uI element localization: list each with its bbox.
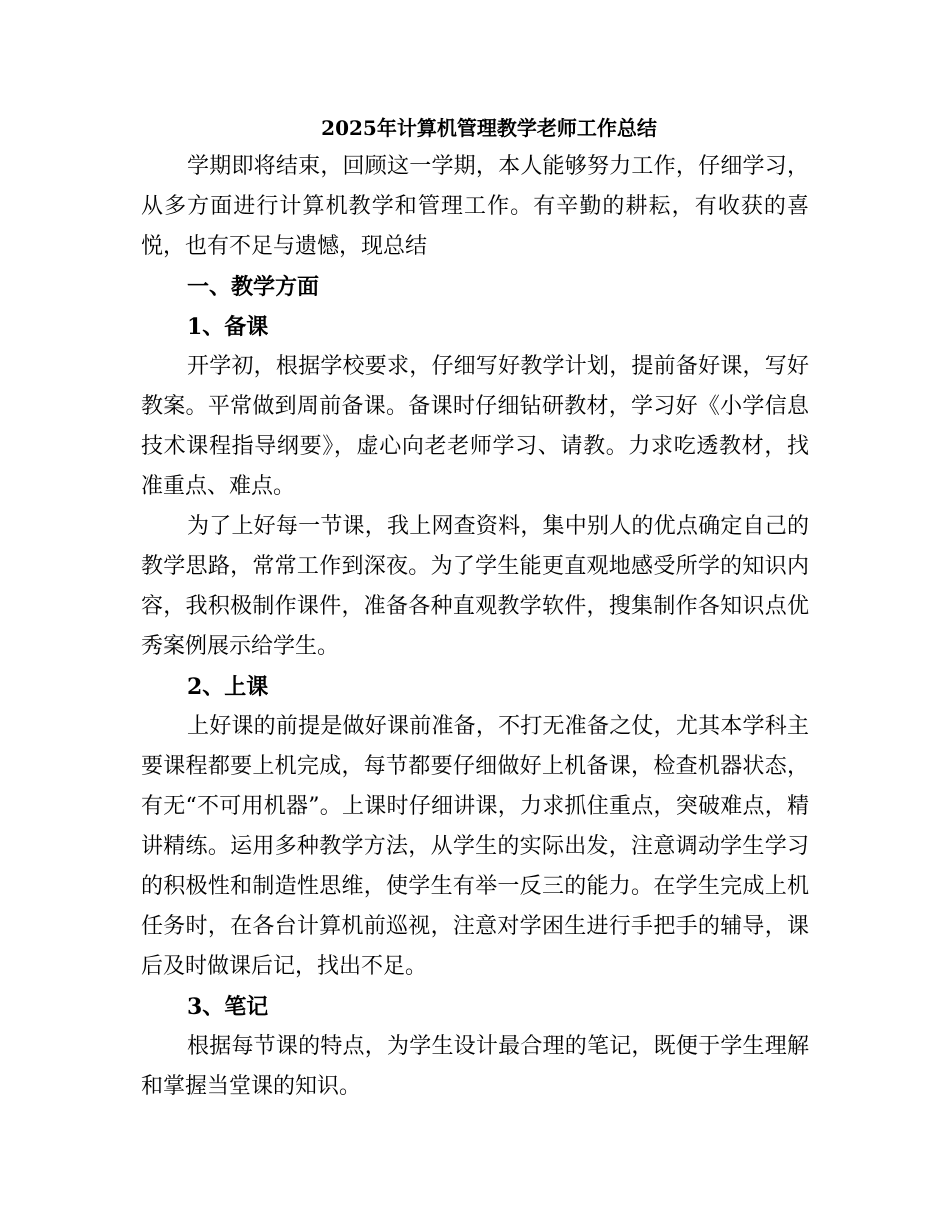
- subheading-notes: 3、笔记: [187, 994, 269, 1020]
- subheading-class: 2、上课: [187, 674, 269, 700]
- notes-paragraph: 根据每节课的特点，为学生设计最合理的笔记，既便于学生理解和掌握当堂课的知识。: [141, 1034, 809, 1099]
- section-heading-teaching: 一、教学方面: [187, 274, 320, 300]
- document-body: [141, 110, 809, 1107]
- intro-paragraph: 学期即将结束，回顾这一学期，本人能够努力工作，仔细学习，从多方面进行计算机教学和管理工作。有辛勤的耕耘，有收获的喜悦，也有不足与遗憾，现总结: [141, 154, 809, 259]
- class-paragraph: 上好课的前提是做好课前准备，不打无准备之仗，尤其本学科主要课程都要上机完成，每节都要仔细做好上机备课，检查机器状态，有无“不可用机器”。上课时仔细讲课，力求抓住重点，突破难点，精讲精练。运用多种教学方法，从学生的实际出发，注意调动学生学习的积极性和制造性思维，使学生有举一反三的能力。在学生完成上机任务时，在各台计算机前巡视，注意对学困生进行手把手的辅导，课后及时做课后记，找出不足。: [141, 714, 809, 979]
- lesson-prep-paragraph-1: 开学初，根据学校要求，仔细写好教学计划，提前备好课，写好教案。平常做到周前备课。备课时仔细钻研教材，学习好《小学信息技术课程指导纲要》，虚心向老老师学习、请教。力求吃透教材，找准重点、难点。: [141, 354, 809, 499]
- document-title: 2025年计算机管理教学老师工作总结: [321, 116, 657, 140]
- lesson-prep-paragraph-2: 为了上好每一节课，我上网查资料，集中别人的优点确定自己的教学思路，常常工作到深夜。为了学生能更直观地感受所学的知识内容，我积极制作课件，准备各种直观教学软件，搜集制作各知识点优秀案例展示给学生。: [141, 514, 809, 659]
- subheading-lesson-prep: 1、备课: [187, 314, 269, 340]
